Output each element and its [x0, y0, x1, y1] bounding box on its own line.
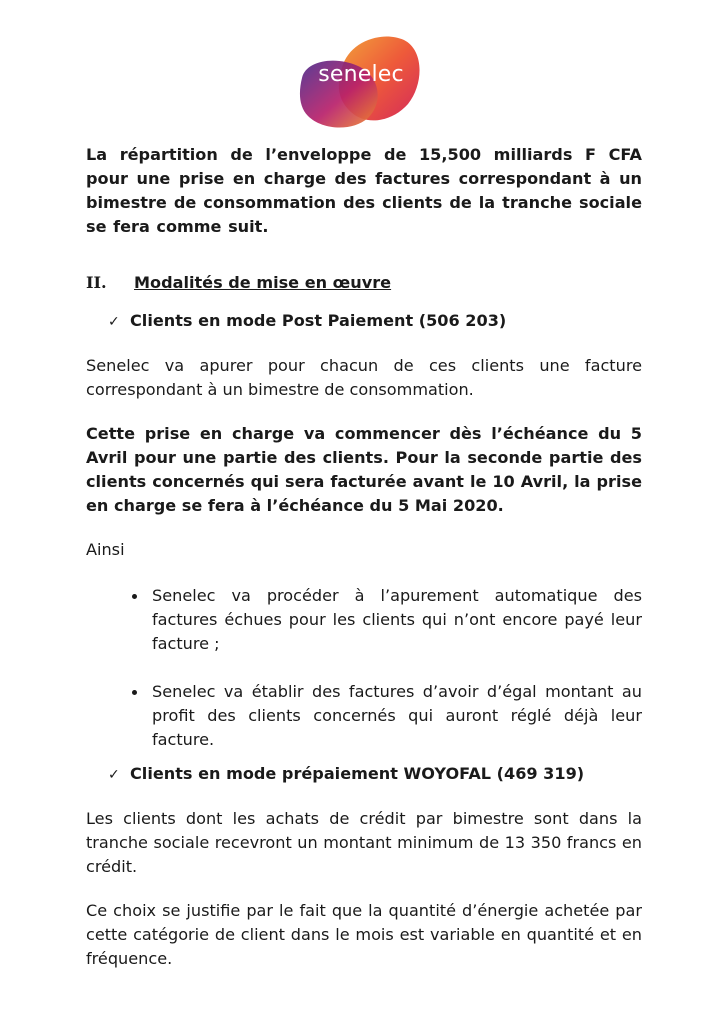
logo-text: senelec: [318, 62, 404, 87]
bullet-item: [130, 584, 642, 656]
bullet-list: [86, 584, 642, 752]
bullet-item: [130, 680, 642, 752]
section-heading: [86, 271, 642, 295]
section-number: II.: [86, 273, 107, 292]
bullet-text: Senelec va établir des factures d’avoir d’égal montant au profit des clients concernés qui auront réglé déjà leur facture.: [152, 682, 642, 749]
post-paiement-heading: [108, 309, 642, 334]
bullet-icon: [132, 594, 137, 599]
ainsi-text: Ainsi: [86, 540, 125, 559]
section-title: Modalités de mise en œuvre: [134, 273, 392, 292]
post-paiement-title: Clients en mode Post Paiement (506 203): [130, 311, 507, 330]
senelec-logo: [296, 32, 426, 132]
prepaiement-paragraph-2: Ce choix se justifie par le fait que la quantité d’énergie achetée par cette catégorie de client dans le mois est variable en quantité et en fréquence.: [86, 901, 642, 968]
prepaiement-paragraph-1: Les clients dont les achats de crédit par bimestre sont dans la tranche sociale recevront un montant minimum de 13 350 francs en crédit.: [86, 809, 642, 876]
bullet-text: Senelec va procéder à l’apurement automatique des factures échues pour les clients qui n’ont encore payé leur facture ;: [152, 586, 642, 653]
prepaiement-title: Clients en mode prépaiement WOYOFAL (469 319): [130, 764, 585, 783]
bullet-icon: [132, 690, 137, 695]
prepaiement-heading: [108, 762, 642, 787]
checkmark-icon: ✓: [108, 767, 120, 783]
post-paiement-bold-paragraph: Cette prise en charge va commencer dès l’échéance du 5 Avril pour une partie des clients. Pour la seconde partie des clients concernés qui sera facturée avant le 10 Avril, la prise en charge se fera à l’échéance du 5 Mai 2020.: [86, 424, 642, 515]
document-body: [86, 143, 642, 971]
post-paiement-paragraph: Senelec va apurer pour chacun de ces clients une facture correspondant à un bimestre de consommation.: [86, 356, 642, 399]
intro-paragraph: La répartition de l’enveloppe de 15,500 milliards F CFA pour une prise en charge des factures correspondant à un bimestre de consommation des clients de la tranche sociale se fera comme suit.: [86, 145, 642, 236]
checkmark-icon: ✓: [108, 314, 120, 330]
